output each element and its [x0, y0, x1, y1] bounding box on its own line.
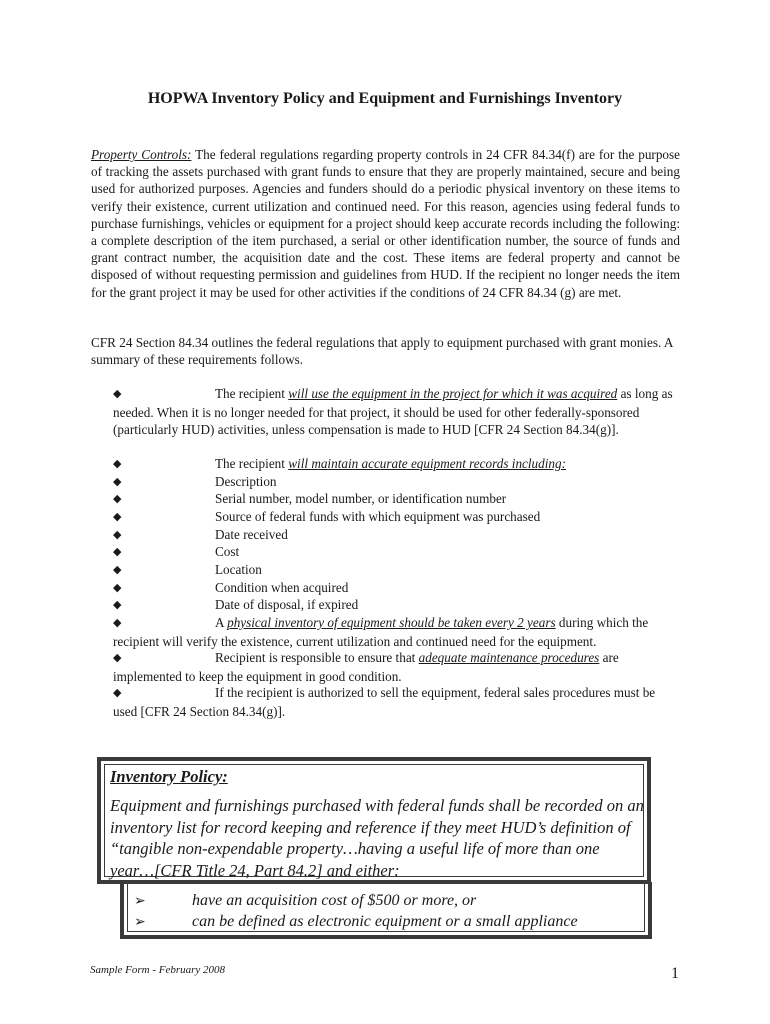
- requirement-bullet: [113, 385, 680, 439]
- arrow-bullet-icon: ➢: [134, 915, 146, 930]
- record-item: [113, 543, 680, 562]
- criteria-item: [134, 892, 476, 910]
- arrow-bullet-icon: ➢: [134, 894, 146, 909]
- page-number: 1: [671, 965, 679, 982]
- record-item-text: Location: [215, 562, 262, 577]
- record-item: [113, 561, 680, 580]
- inventory-policy-heading: Inventory Policy:: [110, 767, 228, 786]
- footer-text: Sample Form - February 2008: [90, 964, 226, 976]
- record-item: [113, 490, 680, 509]
- bullet-emphasis: physical inventory of equipment should be taken every 2 years: [227, 615, 556, 630]
- diamond-bullet-icon: ◆: [113, 388, 122, 400]
- record-item-text: Source of federal funds with which equipment was purchased: [215, 509, 541, 524]
- criteria-item-text: have an acquisition cost of $500 or more, or: [192, 892, 477, 909]
- diamond-bullet-icon: ◆: [113, 458, 122, 470]
- record-item-text: Serial number, model number, or identification number: [215, 491, 507, 506]
- inventory-criteria-box: [120, 882, 652, 939]
- inventory-policy-box: [97, 757, 651, 884]
- diamond-bullet-icon: ◆: [113, 476, 122, 488]
- property-controls-label: Property Controls:: [91, 147, 192, 162]
- bullet-emphasis: adequate maintenance procedures: [418, 650, 600, 665]
- diamond-bullet-icon: ◆: [113, 511, 122, 523]
- diamond-bullet-icon: ◆: [113, 599, 122, 611]
- record-item-text: Description: [215, 474, 277, 489]
- diamond-bullet-icon: ◆: [113, 687, 122, 699]
- bullet-text: The recipient: [215, 386, 289, 401]
- bullet-text: are implemented to keep the equipment in good condition.: [113, 650, 619, 684]
- diamond-bullet-icon: ◆: [113, 617, 122, 629]
- diamond-bullet-icon: ◆: [113, 546, 122, 558]
- bullet-text: during which the recipient will verify the existence, current utilization and continued need for the equipment.: [113, 615, 649, 649]
- property-controls-paragraph: [91, 146, 680, 301]
- diamond-bullet-icon: ◆: [113, 493, 122, 505]
- record-item-text: Cost: [215, 544, 240, 559]
- diamond-bullet-icon: ◆: [113, 529, 122, 541]
- bullet-text: If the recipient is authorized to sell the equipment, federal sales procedures must be used [CFR 24 Section 84.34(g)].: [113, 685, 656, 719]
- bullet-text: Recipient is responsible to ensure that: [215, 650, 419, 665]
- record-item: [113, 526, 680, 545]
- inventory-policy-text: Equipment and furnishings purchased with federal funds shall be recorded on an inventory list for record keeping and reference if they meet HUD’s definition of “tangible non-expendable property…having a useful life of more than one year…[CFR Title 24, Part 84.2] and either:: [110, 796, 644, 880]
- record-item-text: Date received: [215, 527, 288, 542]
- summary-intro-paragraph: CFR 24 Section 84.34 outlines the federal regulations that apply to equipment purchased with grant monies. A summary of these requirements follows.: [91, 335, 673, 368]
- record-item-text: Condition when acquired: [215, 580, 349, 595]
- record-item: [113, 508, 680, 527]
- property-controls-text: The federal regulations regarding property controls in 24 CFR 84.34(f) are for the purpose of tracking the assets purchased with grant funds to ensure that they are properly maintained, secure and being used for authorized purposes. Agencies and funders should do a periodic physical inventory on these items to verify their existence, current utilization and continued need. For this reason, agencies using federal funds to purchase furnishings, vehicles or equipment for a project should keep accurate records including the following: a complete description of the item purchased, a serial or other identification number, the source of funds and grant contract number, the acquisition date and the cost. These items are federal property and cannot be disposed of without requesting permission and guidelines from HUD. If the recipient no longer needs the item for the grant project it may be used for other activities if the conditions of 24 CFR 84.34 (g) are met.: [91, 147, 680, 300]
- record-item: [113, 579, 680, 598]
- diamond-bullet-icon: ◆: [113, 652, 122, 664]
- bullet-text: The recipient: [215, 456, 289, 471]
- record-item-text: Date of disposal, if expired: [215, 597, 359, 612]
- bullet-text: as long as needed. When it is no longer needed for that project, it should be used for other federally-sponsored (particularly HUD) activities, unless compensation is made to HUD [CFR 24 Section 84.34(g)].: [113, 386, 673, 438]
- bullet-emphasis: will use the equipment in the project for which it was acquired: [288, 386, 618, 401]
- requirement-bullet: [113, 684, 680, 720]
- criteria-item-text: can be defined as electronic equipment or a small appliance: [192, 913, 578, 930]
- requirement-bullet: [113, 455, 680, 474]
- page-title: HOPWA Inventory Policy and Equipment and Furnishings Inventory: [147, 90, 623, 107]
- requirement-bullet: [113, 614, 680, 650]
- diamond-bullet-icon: ◆: [113, 582, 122, 594]
- requirement-bullet: [113, 649, 680, 685]
- record-item: [113, 473, 680, 492]
- bullet-text: A: [215, 615, 228, 630]
- bullet-emphasis: will maintain accurate equipment records including:: [288, 456, 566, 471]
- record-item: [113, 596, 680, 615]
- criteria-item: [134, 913, 578, 931]
- diamond-bullet-icon: ◆: [113, 564, 122, 576]
